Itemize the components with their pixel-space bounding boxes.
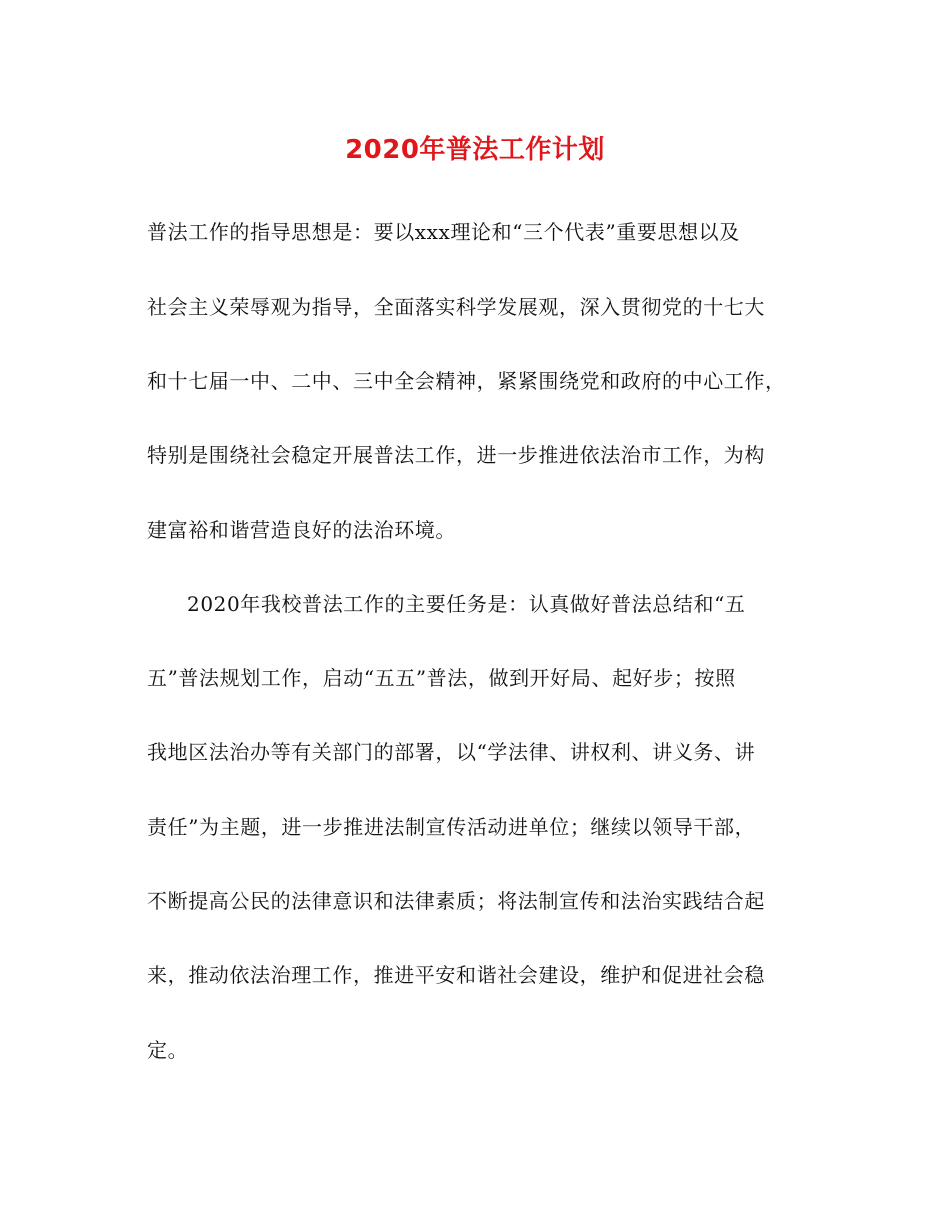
paragraph-line: 定。 — [147, 1038, 189, 1062]
paragraph-line: 来，推动依法治理工作，推进平安和谐社会建设，维护和促进社会稳 — [147, 963, 765, 987]
paragraph-line: 建富裕和谐营造良好的法治环境。 — [147, 518, 456, 542]
paragraph-line: 社会主义荣辱观为指导，全面落实科学发展观，深入贯彻党的十七大 — [147, 295, 765, 319]
paragraph-line: 特别是围绕社会稳定开展普法工作，进一步推进依法治市工作，为构 — [147, 443, 765, 467]
paragraph-line: 不断提高公民的法律意识和法律素质；将法制宣传和法治实践结合起 — [147, 889, 765, 913]
paragraph-line: 2020年我校普法工作的主要任务是：认真做好普法总结和“五 — [187, 592, 746, 616]
paragraph-line: 我地区法治办等有关部门的部署，以“学法律、讲权利、讲义务、讲 — [147, 740, 756, 764]
paragraph-line: 普法工作的指导思想是：要以xxx理论和“三个代表”重要思想以及 — [147, 220, 740, 244]
paragraph-line: 五”普法规划工作，启动“五五”普法，做到开好局、起好步；按照 — [147, 666, 736, 690]
document-title: 2020年普法工作计划 — [345, 135, 605, 165]
paragraph-line: 和十七届一中、二中、三中全会精神，紧紧围绕党和政府的中心工作， — [147, 369, 786, 393]
paragraph-line: 责任”为主题，进一步推进法制宣传活动进单位；继续以领导干部， — [147, 815, 756, 839]
